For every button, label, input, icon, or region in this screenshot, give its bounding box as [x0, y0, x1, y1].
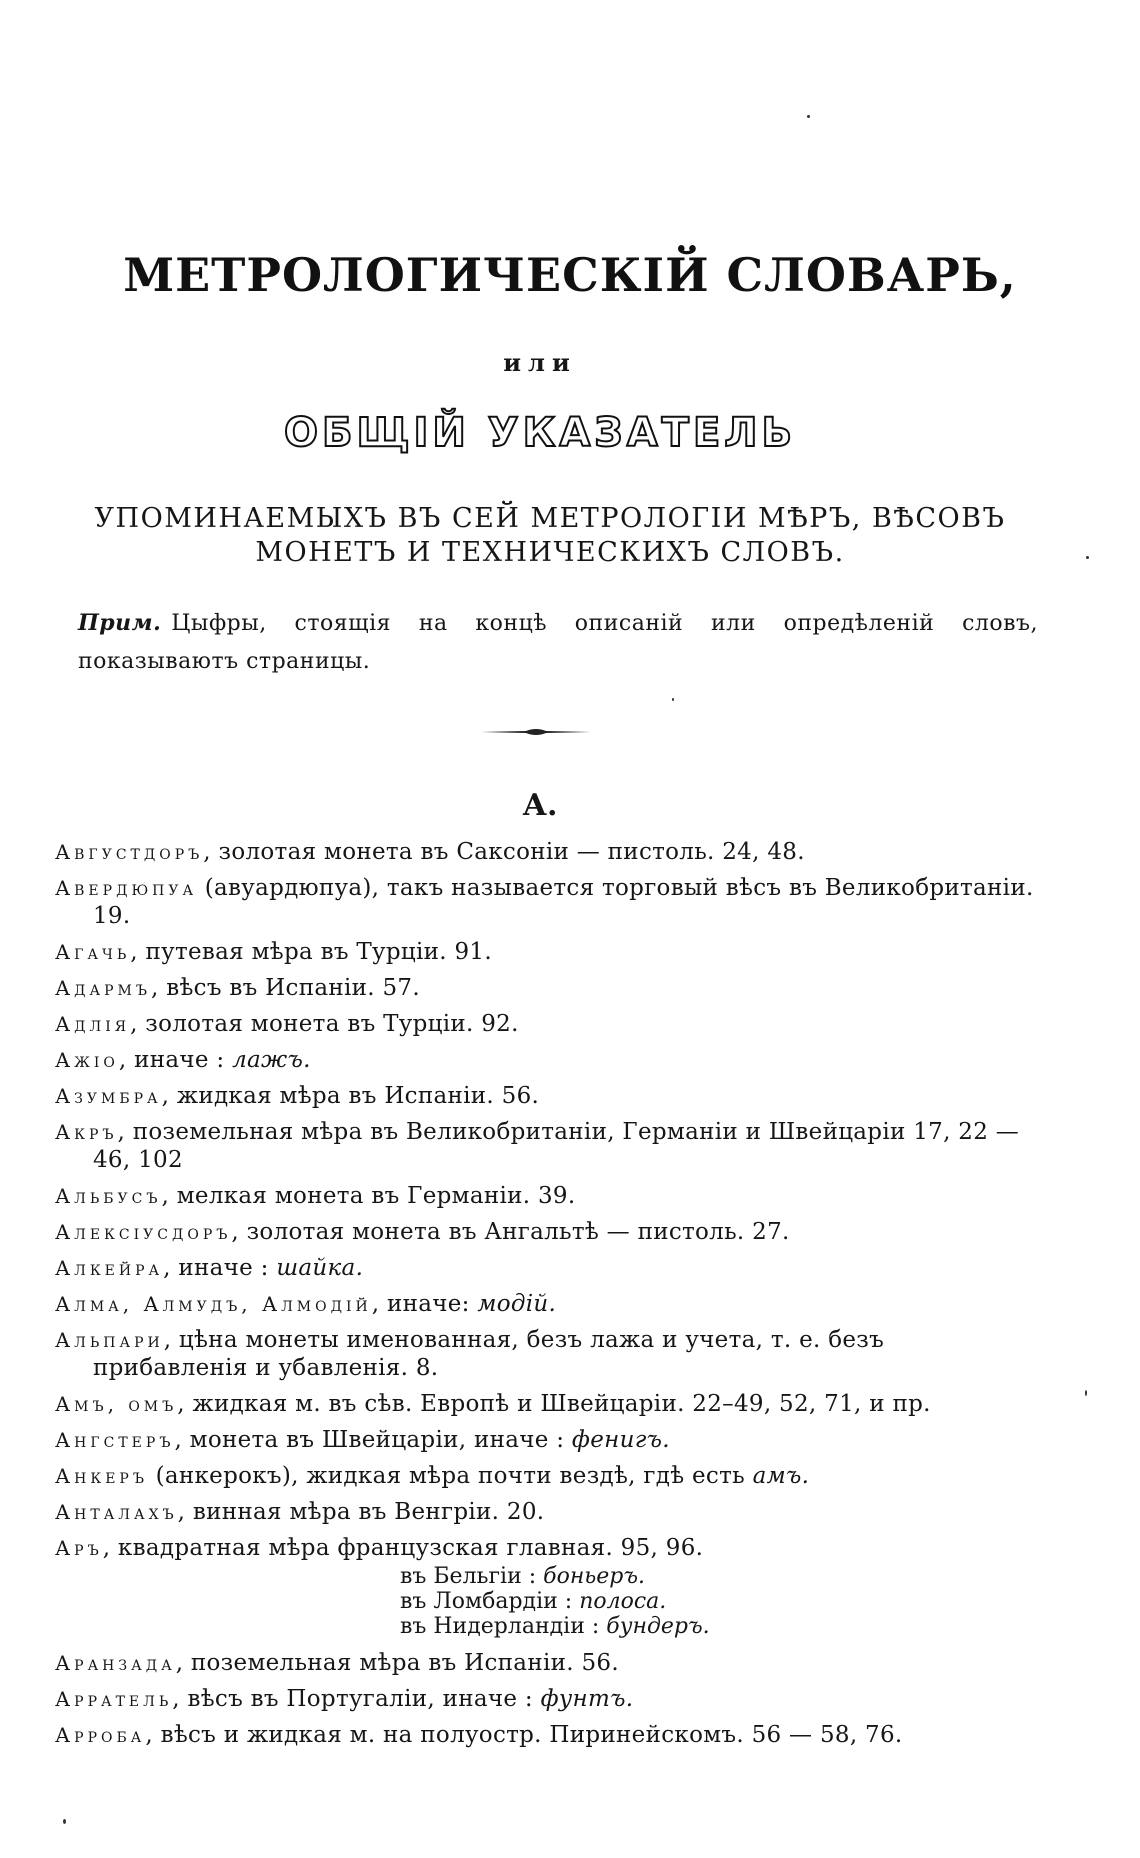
list-item: [55, 1182, 1040, 1210]
list-item: [55, 1685, 1040, 1713]
list-item: [55, 1046, 1040, 1074]
entry-headword: Анталахъ: [55, 1500, 178, 1524]
list-item: [55, 1290, 1040, 1318]
list-item: [55, 1118, 1040, 1174]
list-item: [55, 1254, 1040, 1282]
entry-headword: Адлія: [55, 1012, 131, 1036]
entry-reference: модій.: [477, 1291, 557, 1317]
entry-reference: боньеръ.: [543, 1564, 646, 1589]
list-item: [55, 1721, 1040, 1749]
entry-headword: Алексіусдоръ: [55, 1220, 232, 1244]
entry-headword: Альбусъ: [55, 1184, 162, 1208]
entry-headword: Алма, Алмудъ, Алмодій: [55, 1292, 372, 1316]
note-text: Цыфры, стоящія на концѣ описаній или опредѣленій словъ, показываютъ страницы.: [78, 611, 1038, 674]
section-letter: А.: [522, 788, 558, 823]
list-item: [55, 1462, 1040, 1490]
entry-headword: Ажіо: [55, 1048, 119, 1072]
entry-reference: шайка.: [276, 1255, 364, 1281]
ink-speck: [63, 1819, 66, 1824]
sub-entry-text: въ Нидерландіи :: [400, 1614, 607, 1639]
entry-headword: Арроба: [55, 1723, 146, 1747]
title-conjunction: или: [503, 348, 577, 377]
list-item: [55, 1326, 1040, 1382]
ink-speck: [807, 115, 810, 118]
entry-text: , монета въ Швейцаріи, иначе :: [174, 1427, 572, 1453]
list-item: [55, 1082, 1040, 1110]
entry-headword: Альпари: [55, 1328, 164, 1352]
sub-entry-text: въ Бельгіи :: [400, 1564, 544, 1589]
entry-headword: Адармъ: [55, 976, 152, 1000]
entry-headword: Азумбра: [55, 1084, 162, 1108]
sub-entry: [55, 1564, 1040, 1589]
entry-text: , жидкая мѣра въ Испаніи. 56.: [161, 1083, 540, 1109]
entry-text: , жидкая м. въ сѣв. Европѣ и Швейцаріи. 22–49, 52, 71, и пр.: [177, 1391, 931, 1417]
entry-headword: Арратель: [55, 1687, 173, 1711]
entry-text: , золотая монета въ Саксоніи — пистоль. 24, 48.: [203, 839, 805, 865]
entry-text: , цѣна монеты именованная, безъ лажа и учета, т. е. безъ прибавленія и убавленія. 8.: [93, 1327, 885, 1381]
title-caption: [55, 502, 1045, 570]
entry-text: , поземельная мѣра въ Великобританіи, Германіи и Швейцаріи 17, 22 — 46, 102: [93, 1119, 1020, 1173]
editorial-note: [78, 604, 1038, 681]
page-subtitle: ОБЩІЙ УКАЗАТЕЛЬ: [284, 410, 796, 456]
entry-text: , иначе :: [118, 1047, 233, 1073]
entry-text: , поземельная мѣра въ Испаніи. 56.: [175, 1650, 619, 1676]
entry-headword: Анкеръ: [55, 1464, 148, 1488]
list-item: [55, 1498, 1040, 1526]
entry-reference: амъ.: [752, 1463, 810, 1489]
entry-reference: бундеръ.: [606, 1614, 710, 1639]
list-item: [55, 1390, 1040, 1418]
entry-headword: Агачь: [55, 940, 131, 964]
entry-list: [55, 838, 1040, 1757]
entry-text: , вѣсъ въ Испаніи. 57.: [151, 975, 420, 1001]
ornament-rule: [481, 726, 591, 738]
entry-text: , иначе :: [163, 1255, 277, 1281]
entry-headword: Акръ: [55, 1120, 118, 1144]
list-item: [55, 1010, 1040, 1038]
entry-headword: Амъ, омъ: [55, 1392, 178, 1416]
entry-text: , мелкая монета въ Германіи. 39.: [161, 1183, 576, 1209]
entry-headword: Авердюпуа: [55, 876, 198, 900]
entry-headword: Аръ: [55, 1536, 103, 1560]
entry-headword: Аранзада: [55, 1651, 176, 1675]
list-item: [55, 1649, 1040, 1677]
entry-text: , вѣсъ въ Португаліи, иначе :: [172, 1686, 541, 1712]
list-item: [55, 974, 1040, 1002]
entry-headword: Ангстеръ: [55, 1428, 175, 1452]
list-item: [55, 1534, 1040, 1562]
list-item: [55, 838, 1040, 866]
entry-reference: фунтъ.: [540, 1686, 634, 1712]
caption-line: УПОМИНАЕМЫХЪ ВЪ СЕЙ МЕТРОЛОГІИ МѢРЪ, ВѢСОВЪ: [94, 503, 1006, 534]
page-title: МЕТРОЛОГИЧЕСКІЙ СЛОВАРЬ,: [123, 248, 1017, 302]
sub-entry: [55, 1589, 1040, 1614]
entry-text: , золотая монета въ Турціи. 92.: [130, 1011, 519, 1037]
list-item: [55, 1218, 1040, 1246]
entry-text: (авуардюпуа), такъ называется торговый вѣсъ въ Великобританіи. 19.: [93, 875, 1034, 929]
entry-text: , вѣсъ и жидкая м. на полуостр. Пиринейскомъ. 56 — 58, 76.: [145, 1722, 903, 1748]
ink-speck: [1085, 1390, 1087, 1396]
entry-text: (анкерокъ), жидкая мѣра почти вездѣ, гдѣ есть: [147, 1463, 753, 1489]
entry-headword: Августдоръ: [55, 840, 204, 864]
list-item: [55, 938, 1040, 966]
ink-speck: [1086, 556, 1089, 559]
entry-text: , золотая монета въ Ангальтѣ — пистоль. 27.: [231, 1219, 790, 1245]
entry-text: , путевая мѣра въ Турціи. 91.: [130, 939, 492, 965]
caption-line: МОНЕТЪ И ТЕХНИЧЕСКИХЪ СЛОВЪ.: [255, 537, 845, 568]
sub-entry-text: въ Ломбардіи :: [400, 1589, 580, 1614]
entry-headword: Алкейра: [55, 1256, 164, 1280]
entry-reference: фенигъ.: [571, 1427, 670, 1453]
note-label: Прим.: [78, 610, 162, 636]
entry-text: , иначе:: [371, 1291, 478, 1317]
sub-entry: [55, 1614, 1040, 1639]
list-item: [55, 874, 1040, 930]
ink-speck: [672, 698, 674, 701]
entry-text: , винная мѣра въ Венгріи. 20.: [177, 1499, 545, 1525]
list-item: [55, 1426, 1040, 1454]
entry-reference: лажъ.: [232, 1047, 311, 1073]
entry-text: , квадратная мѣра французская главная. 95, 96.: [102, 1535, 704, 1561]
entry-reference: полоса.: [579, 1589, 667, 1614]
